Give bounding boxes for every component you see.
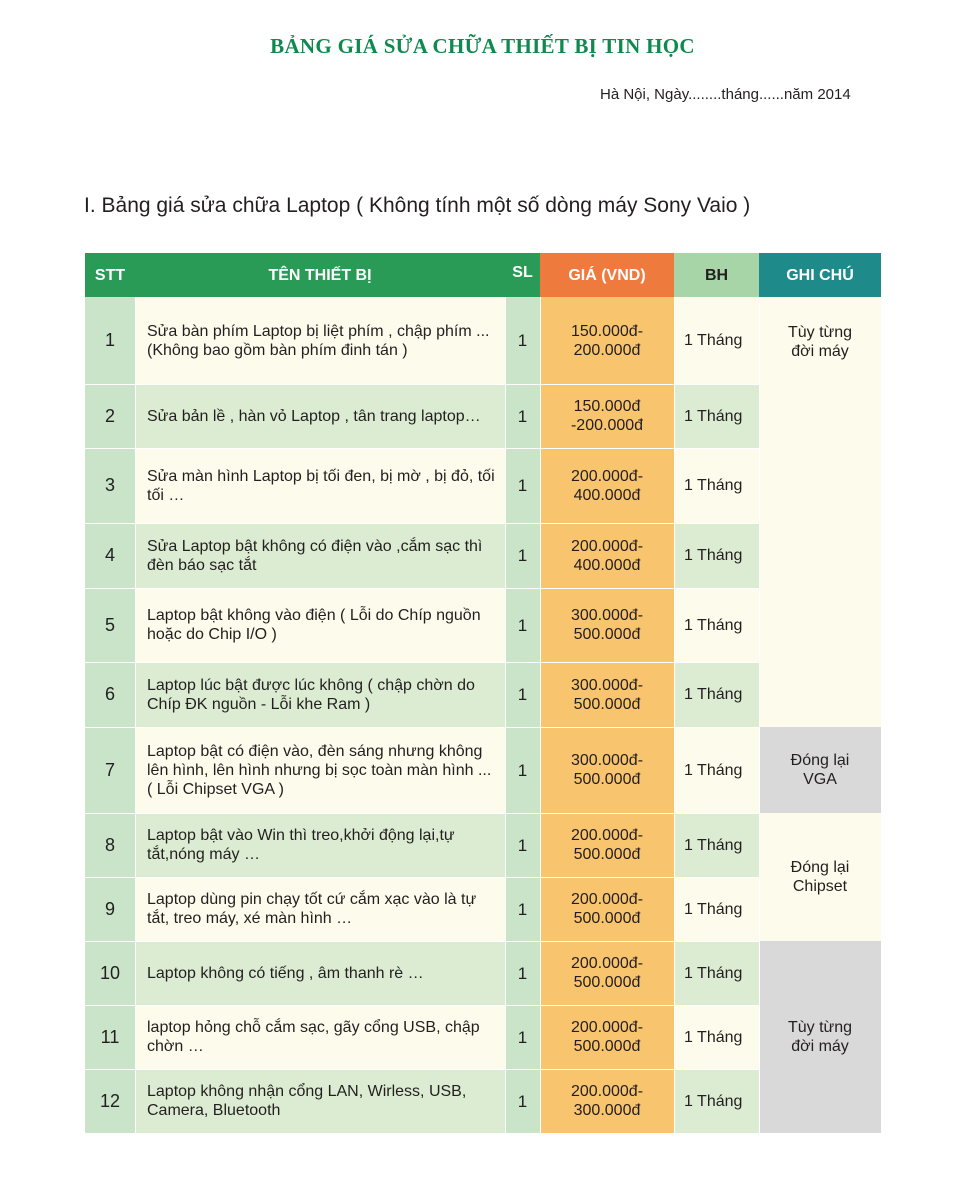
note-line: Chipset: [792, 878, 848, 895]
row-divider: [85, 1069, 759, 1070]
row-price: [540, 384, 674, 448]
row-device-name: Laptop không nhận cổng LAN, Wirless, USB, Camera, Bluetooth: [135, 1069, 505, 1133]
note-line: Đóng lại: [790, 859, 850, 876]
row-warranty: 1 Tháng: [674, 384, 759, 448]
price-line: 200.000đ-: [570, 891, 644, 908]
row-price: [540, 448, 674, 523]
price-line: 300.000đ: [573, 1102, 641, 1119]
row-divider: [85, 588, 759, 589]
row-divider: [85, 662, 759, 663]
row-device-name: Laptop lúc bật được lúc không ( chập chờn do Chíp ĐK nguồn - Lỗi khe Ram ): [135, 662, 505, 727]
header-note: GHI CHÚ: [759, 253, 881, 297]
price-line: 400.000đ: [573, 556, 641, 574]
row-stt: 4: [85, 523, 135, 588]
row-divider: [85, 1005, 759, 1006]
row-price: [540, 662, 674, 727]
note-cell: [759, 297, 881, 727]
note-line: đời máy: [791, 343, 849, 360]
row-quantity: 1: [505, 384, 540, 448]
row-warranty: 1 Tháng: [674, 1069, 759, 1133]
column-divider: [505, 297, 506, 1136]
price-line: -200.000đ: [570, 417, 644, 434]
row-divider: [85, 941, 759, 942]
price-line: 200.000đ: [573, 341, 641, 359]
row-quantity: 1: [505, 941, 540, 1005]
price-line: 400.000đ: [573, 486, 641, 504]
row-warranty: 1 Tháng: [674, 523, 759, 588]
row-warranty: 1 Tháng: [674, 662, 759, 727]
row-warranty: 1 Tháng: [674, 1005, 759, 1069]
row-warranty: 1 Tháng: [674, 813, 759, 877]
column-divider: [540, 297, 541, 1136]
row-quantity: 1: [505, 877, 540, 941]
price-line: 500.000đ: [573, 846, 641, 863]
row-device-name: Sửa bản lề , hàn vỏ Laptop , tân trang laptop…: [135, 384, 505, 448]
row-device-name: Laptop không có tiếng , âm thanh rè …: [135, 941, 505, 1005]
note-line: Tùy từng: [787, 324, 853, 341]
price-line: 500.000đ: [573, 910, 641, 927]
row-divider: [85, 727, 759, 728]
row-warranty: 1 Tháng: [674, 448, 759, 523]
row-price: [540, 941, 674, 1005]
price-line: 500.000đ: [573, 626, 641, 643]
row-quantity: 1: [505, 1005, 540, 1069]
row-stt: 9: [85, 877, 135, 941]
note-cell: [759, 941, 881, 1133]
row-price: [540, 727, 674, 813]
price-line: 200.000đ-: [570, 955, 644, 972]
row-quantity: 1: [505, 813, 540, 877]
row-stt: 8: [85, 813, 135, 877]
header-name: TÊN THIẾT BỊ: [135, 253, 505, 297]
header-sl: SL: [505, 253, 540, 297]
price-line: 300.000đ-: [570, 676, 644, 694]
row-stt: 1: [85, 297, 135, 384]
row-device-name: Laptop bật có điện vào, đèn sáng nhưng không lên hình, lên hình nhưng bị sọc toàn màn hình ... ( Lỗi Chipset VGA ): [135, 727, 505, 813]
row-stt: 10: [85, 941, 135, 1005]
price-line: 200.000đ-: [570, 537, 644, 555]
price-line: 500.000đ: [573, 695, 641, 713]
row-divider: [85, 384, 759, 385]
price-table: [85, 253, 881, 1136]
row-quantity: 1: [505, 297, 540, 384]
row-divider: [85, 877, 759, 878]
row-device-name: Sửa Laptop bật không có điện vào ,cắm sạc thì đèn báo sạc tắt: [135, 523, 505, 588]
row-stt: 11: [85, 1005, 135, 1069]
price-line: 300.000đ-: [570, 752, 644, 769]
row-device-name: Laptop bật không vào điện ( Lỗi do Chíp nguồn hoặc do Chip I/O ): [135, 588, 505, 662]
row-stt: 3: [85, 448, 135, 523]
section-title: I. Bảng giá sửa chữa Laptop ( Không tính một số dòng máy Sony Vaio ): [84, 194, 751, 217]
row-quantity: 1: [505, 588, 540, 662]
row-quantity: 1: [505, 523, 540, 588]
header-price: GIÁ (VND): [540, 253, 674, 297]
row-quantity: 1: [505, 448, 540, 523]
dateline: Hà Nội, Ngày........tháng......năm 2014: [600, 86, 851, 103]
row-stt: 6: [85, 662, 135, 727]
row-price: [540, 1069, 674, 1133]
note-line: đời máy: [791, 1038, 849, 1055]
row-quantity: 1: [505, 662, 540, 727]
row-divider: [85, 523, 759, 524]
row-stt: 5: [85, 588, 135, 662]
row-stt: 2: [85, 384, 135, 448]
row-divider: [85, 813, 759, 814]
note-cell: [759, 813, 881, 941]
row-device-name: Sửa bàn phím Laptop bị liệt phím , chập phím ... (Không bao gồm bàn phím đinh tán ): [135, 297, 505, 384]
row-price: [540, 1005, 674, 1069]
row-warranty: 1 Tháng: [674, 941, 759, 1005]
header-bh: BH: [674, 253, 759, 297]
note-line: VGA: [803, 771, 837, 788]
header-stt: STT: [85, 253, 135, 297]
row-price: [540, 297, 674, 384]
price-line: 500.000đ: [573, 974, 641, 991]
price-line: 150.000đ: [573, 398, 641, 415]
row-warranty: 1 Tháng: [674, 588, 759, 662]
row-device-name: Sửa màn hình Laptop bị tối đen, bị mờ , bị đỏ, tối tối …: [135, 448, 505, 523]
row-device-name: Laptop dùng pin chạy tốt cứ cắm xạc vào là tự tắt, treo máy, xé màn hình …: [135, 877, 505, 941]
price-line: 300.000đ-: [570, 607, 644, 624]
row-price: [540, 813, 674, 877]
price-line: 500.000đ: [573, 771, 641, 788]
note-line: Đóng lại: [790, 752, 850, 769]
price-line: 200.000đ-: [570, 1019, 644, 1036]
row-quantity: 1: [505, 1069, 540, 1133]
note-cell: [759, 727, 881, 813]
row-price: [540, 588, 674, 662]
document-title: BẢNG GIÁ SỬA CHỮA THIẾT BỊ TIN HỌC: [270, 34, 695, 58]
column-divider: [674, 297, 675, 1136]
row-divider: [85, 448, 759, 449]
row-price: [540, 523, 674, 588]
row-device-name: Laptop bật vào Win thì treo,khởi động lại,tự tắt,nóng máy …: [135, 813, 505, 877]
row-quantity: 1: [505, 727, 540, 813]
price-line: 200.000đ-: [570, 1083, 644, 1100]
row-stt: 7: [85, 727, 135, 813]
column-divider: [135, 297, 136, 1136]
row-warranty: 1 Tháng: [674, 297, 759, 384]
note-line: Tùy từng: [787, 1019, 853, 1036]
price-line: 200.000đ-: [570, 827, 644, 844]
price-line: 150.000đ-: [570, 322, 644, 340]
row-stt: 12: [85, 1069, 135, 1133]
column-divider: [759, 297, 760, 1136]
row-warranty: 1 Tháng: [674, 727, 759, 813]
row-device-name: laptop hỏng chỗ cắm sạc, gãy cổng USB, chập chờn …: [135, 1005, 505, 1069]
price-line: 500.000đ: [573, 1038, 641, 1055]
row-price: [540, 877, 674, 941]
row-warranty: 1 Tháng: [674, 877, 759, 941]
price-line: 200.000đ-: [570, 467, 644, 485]
